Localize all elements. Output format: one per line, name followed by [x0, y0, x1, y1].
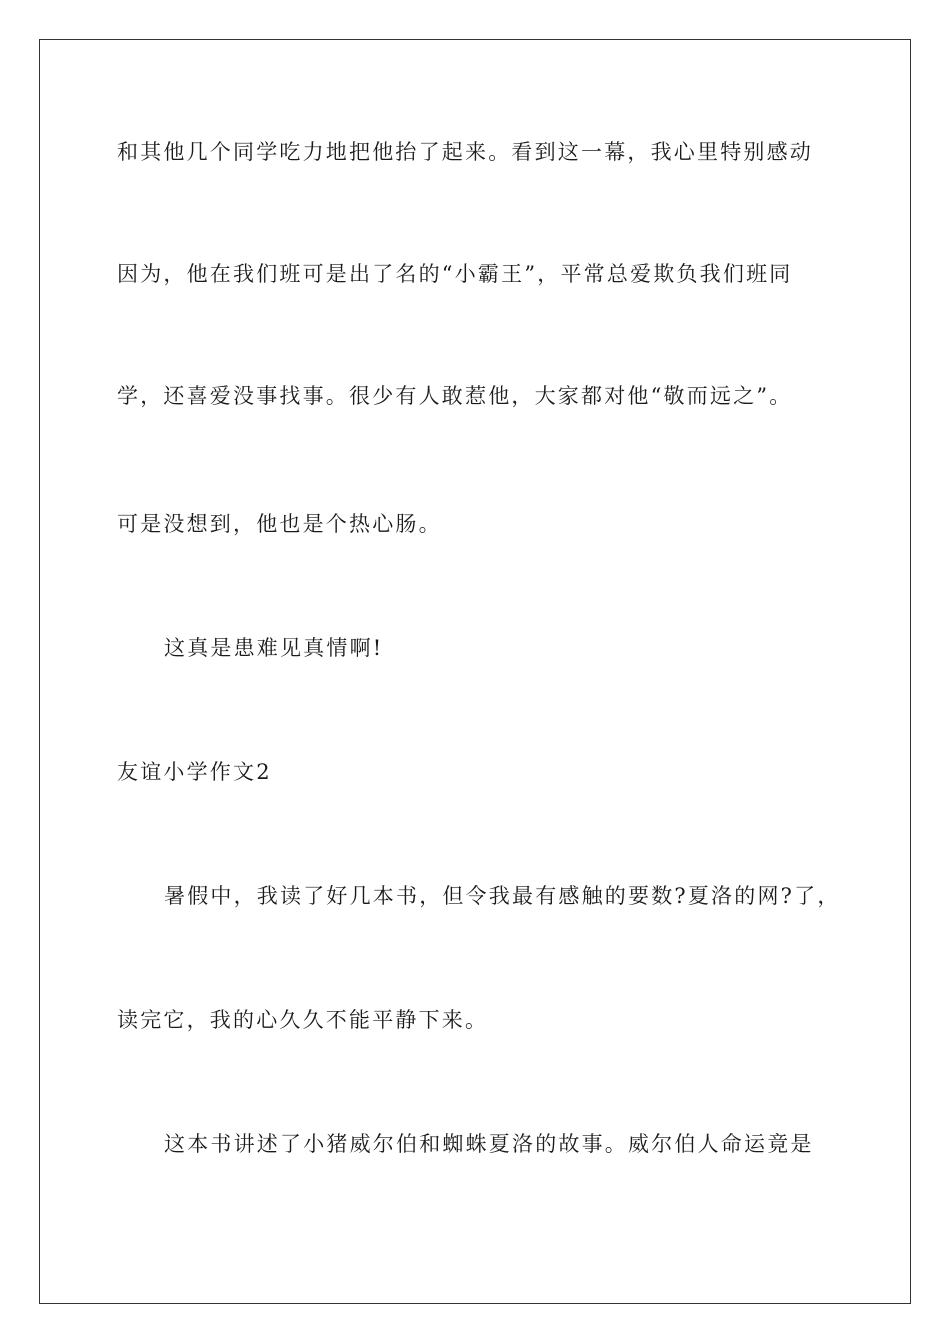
- text-line: 暑假中，我读了好几本书，但令我最有感触的要数?夏洛的网?了，: [164, 884, 841, 908]
- text-line: 读完它，我的心久久不能平静下来。: [117, 1008, 489, 1032]
- text-line: 和其他几个同学吃力地把他抬了起来。看到这一幕，我心里特别感动: [117, 140, 813, 164]
- text-line: 可是没想到，他也是个热心肠。: [117, 512, 442, 536]
- text-line: 这真是患难见真情啊!: [164, 636, 384, 660]
- page-border: [39, 39, 911, 1304]
- text-line: 这本书讲述了小猪威尔伯和蜘蛛夏洛的故事。威尔伯人命运竟是: [164, 1132, 814, 1156]
- text-line: 因为，他在我们班可是出了名的“小霸王”，平常总爱欺负我们班同: [117, 262, 793, 286]
- text-line: 学，还喜爱没事找事。很少有人敢惹他，大家都对他“敬而远之”。: [117, 384, 793, 408]
- section-heading: 友谊小学作文2: [117, 760, 272, 784]
